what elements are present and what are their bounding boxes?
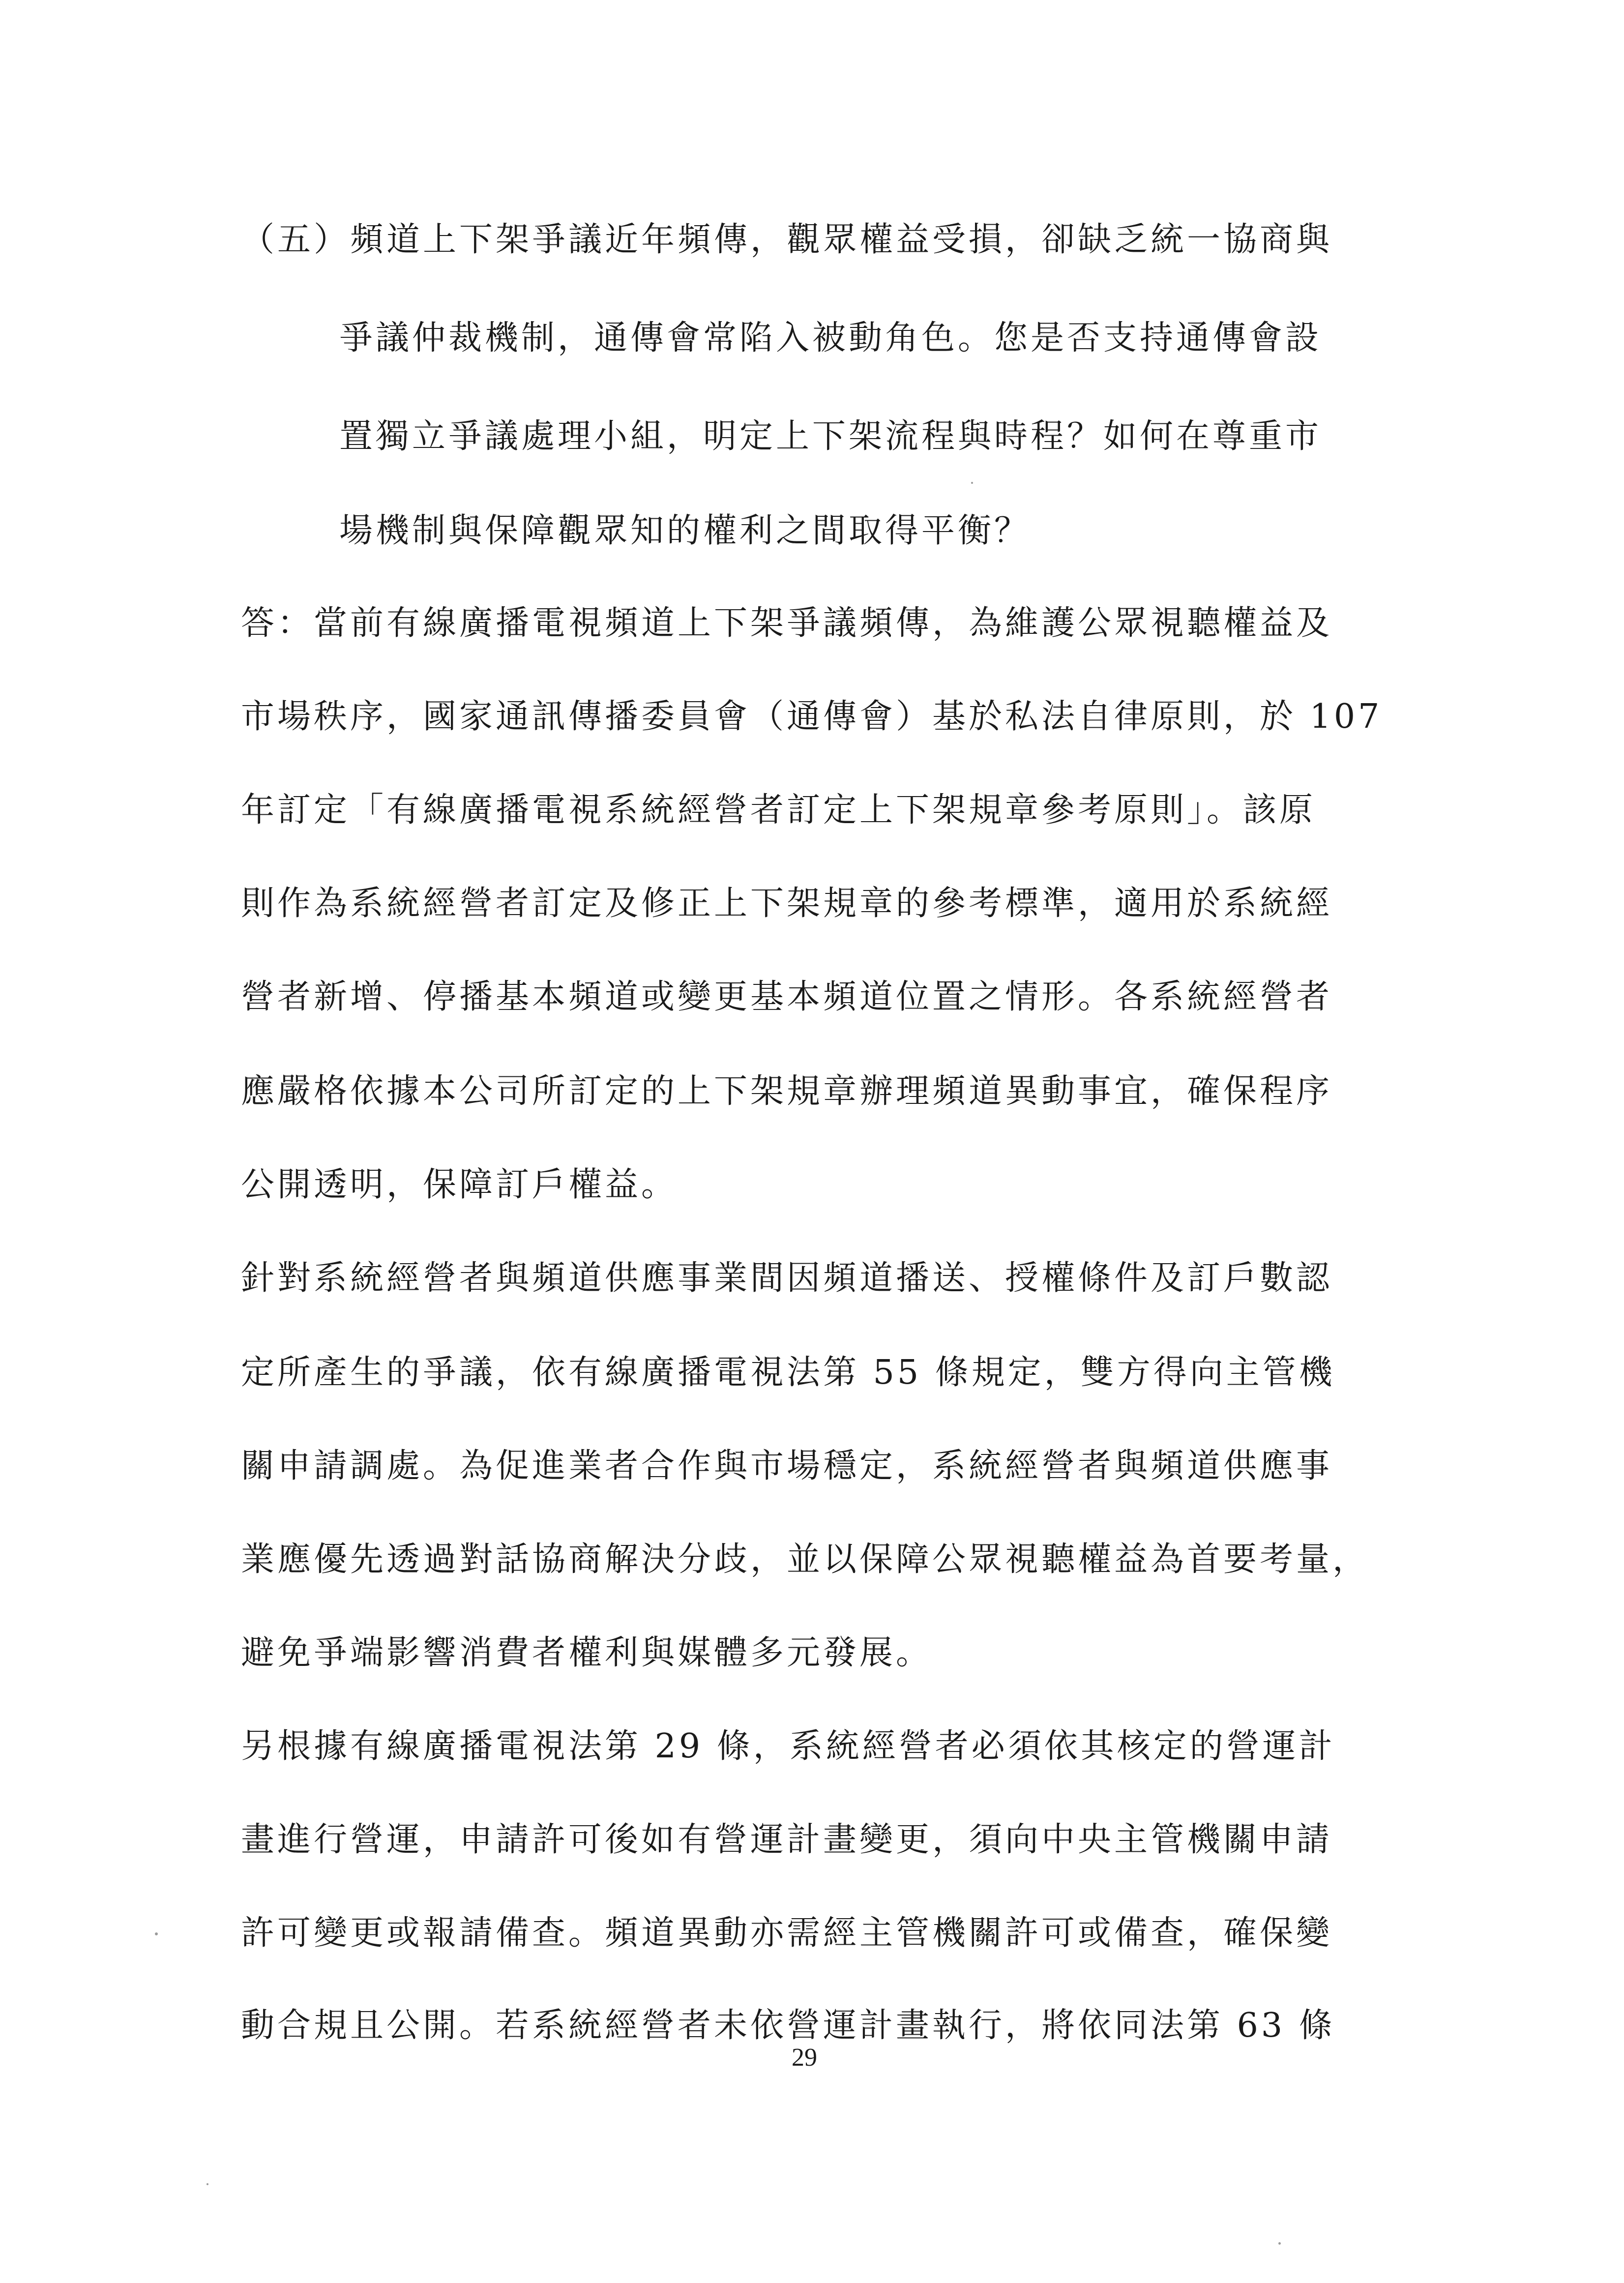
answer-p2-line-4: 業應優先透過對話協商解決分歧，並以保障公眾視聽權益為首要考量， [241, 1540, 1369, 1579]
answer-p1-line-6: 應嚴格依據本公司所訂定的上下架規章辦理頻道異動事宜，確保程序 [241, 1072, 1333, 1111]
answer-p1-line-2: 市場秩序，國家通訊傳播委員會（通傳會）基於私法自律原則，於 107 [241, 697, 1383, 736]
scan-speck [1278, 2242, 1281, 2245]
answer-p2-line-2: 定所產生的爭議，依有線廣播電視法第 55 條規定，雙方得向主管機 [241, 1353, 1335, 1392]
question-line-1: （五）頻道上下架爭議近年頻傳，觀眾權益受損，卻缺乏統一協商與 [241, 220, 1333, 259]
answer-p1-line-5: 營者新增、停播基本頻道或變更基本頻道位置之情形。各系統經營者 [241, 978, 1333, 1016]
answer-p2-line-3: 關申請調處。為促進業者合作與市場穩定，系統經營者與頻道供應事 [241, 1447, 1333, 1485]
scan-speck [971, 482, 973, 484]
question-line-2: 爭議仲裁機制，通傳會常陷入被動角色。您是否支持通傳會設 [339, 319, 1322, 357]
question-line-4: 場機制與保障觀眾知的權利之間取得平衡？ [339, 511, 1031, 550]
page-number: 29 [792, 2044, 817, 2072]
answer-p3-line-2: 畫進行營運，申請許可後如有營運計畫變更，須向中央主管機關申請 [241, 1820, 1333, 1859]
answer-p1-line-1: 答：當前有線廣播電視頻道上下架爭議頻傳，為維護公眾視聽權益及 [241, 604, 1333, 643]
answer-p2-line-5: 避免爭端影響消費者權利與媒體多元發展。 [241, 1633, 933, 1672]
question-line-3: 置獨立爭議處理小組，明定上下架流程與時程？如何在尊重市 [339, 417, 1322, 456]
scan-speck [155, 1932, 158, 1935]
scan-speck [207, 2183, 208, 2185]
answer-p3-line-4: 動合規且公開。若系統經營者未依營運計畫執行，將依同法第 63 條 [241, 2006, 1335, 2045]
answer-p3-line-3: 許可變更或報請備查。頻道異動亦需經主管機關許可或備查，確保變 [241, 1914, 1333, 1953]
answer-p1-line-3: 年訂定「有線廣播電視系統經營者訂定上下架規章參考原則」。該原 [241, 791, 1316, 830]
answer-p2-line-1: 針對系統經營者與頻道供應事業間因頻道播送、授權條件及訂戶數認 [241, 1259, 1333, 1298]
answer-p1-line-7: 公開透明，保障訂戶權益。 [241, 1165, 678, 1204]
answer-p3-line-1: 另根據有線廣播電視法第 29 條，系統經營者必須依其核定的營運計 [241, 1727, 1335, 1766]
answer-p1-line-4: 則作為系統經營者訂定及修正上下架規章的參考標準，適用於系統經 [241, 884, 1333, 923]
